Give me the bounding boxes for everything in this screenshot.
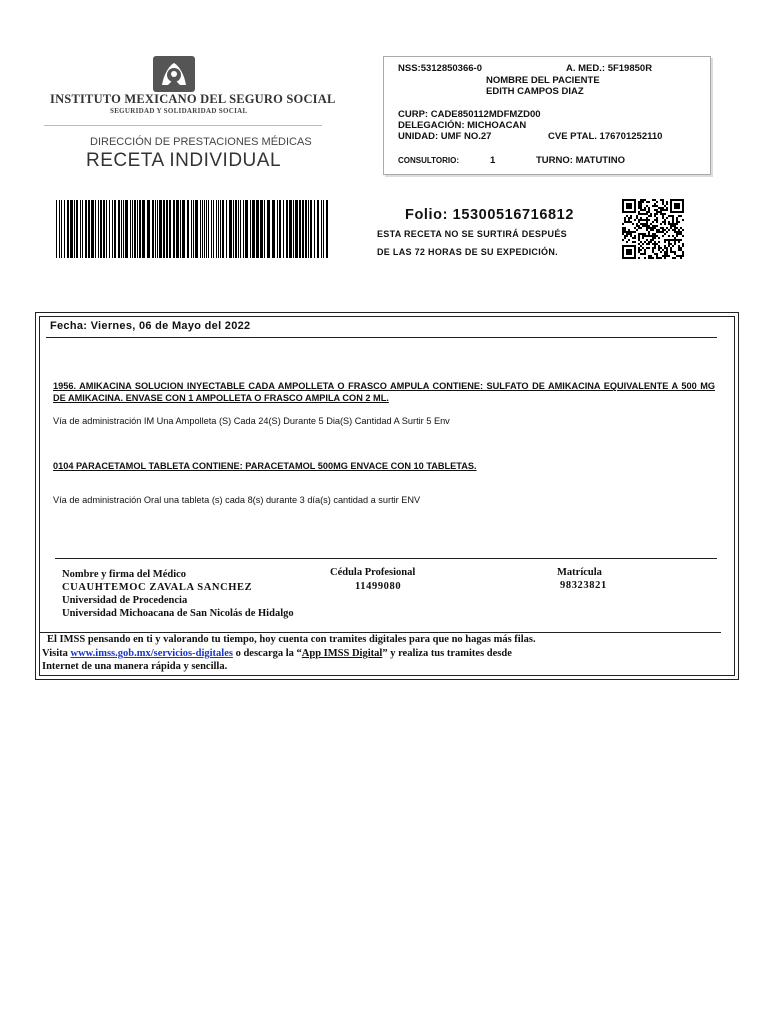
- doctor-name: CUAUHTEMOC ZAVALA SANCHEZ: [62, 582, 253, 593]
- folio: Folio: 15300516716812: [405, 207, 574, 223]
- expiry-notice-line1: ESTA RECETA NO SE SURTIRÁ DESPUÉS: [377, 229, 567, 239]
- turno: TURNO: MATUTINO: [536, 155, 626, 166]
- cedula-label: Cédula Profesional: [330, 567, 416, 578]
- medication-admin-2: Vía de administración Oral una tableta (s) cada 8(s) durante 3 día(s) cantidad a surtir ENV: [53, 495, 421, 505]
- imss-logo-icon: [152, 55, 196, 93]
- doctor-name-label: Nombre y firma del Médico: [62, 569, 187, 580]
- app-imss-link[interactable]: App IMSS Digital: [301, 648, 383, 659]
- unidad: UNIDAD: UMF NO.27: [398, 131, 492, 142]
- direccion-label: DIRECCIÓN DE PRESTACIONES MÉDICAS: [90, 136, 312, 148]
- patient-name: EDITH CAMPOS DIAZ: [486, 86, 584, 97]
- delegacion: DELEGACIÓN: MICHOACAN: [398, 120, 527, 131]
- fecha-divider: [46, 337, 717, 338]
- footer-line3: Internet de una manera rápida y sencilla.: [42, 661, 228, 672]
- barcode-icon: [56, 200, 330, 258]
- footer-visita: Visita: [42, 648, 71, 659]
- imss-digital-link[interactable]: www.imss.gob.mx/servicios-digitales: [70, 648, 233, 659]
- footer-line2: [42, 648, 512, 659]
- medication-admin-1: Vía de administración IM Una Ampolleta (S) Cada 24(S) Durante 5 Dia(S) Cantidad A Surtir 5 Env: [53, 416, 450, 426]
- org-subtitle: SEGURIDAD Y SOLIDARIDAD SOCIAL: [110, 107, 248, 115]
- patient-info-box: [383, 56, 711, 175]
- curp: CURP: CADE850112MDFMZD00: [398, 109, 541, 120]
- expiry-notice-line2: DE LAS 72 HORAS DE SU EXPEDICIÓN.: [377, 247, 558, 257]
- header-divider: [44, 125, 322, 126]
- footer-line1: El IMSS pensando en ti y valorando tu tiempo, hoy cuenta con tramites digitales para que no hagas más filas.: [47, 634, 536, 645]
- a-med: A. MED.: 5F19850R: [566, 63, 653, 74]
- medication-title-2: 0104 PARACETAMOL TABLETA CONTIENE: PARACETAMOL 500MG ENVACE CON 10 TABLETAS.: [53, 461, 477, 471]
- cedula: 11499080: [355, 581, 402, 592]
- page-title: RECETA INDIVIDUAL: [86, 150, 282, 171]
- medication-title-1: 1956. AMIKACINA SOLUCION INYECTABLE CADA AMPOLLETA O FRASCO AMPULA CONTIENE: SULFATO DE AMIKACINA EQUIVALENTE A 500 MG DE AMIKACINA. ENVASE CON 1 AMPOLLETA O FRASCO AMPILA CON 2 ML.: [53, 381, 715, 403]
- nss: NSS:5312850366-0: [398, 63, 482, 74]
- signature-divider: [55, 558, 717, 559]
- footer-realiza: ” y realiza tus tramites desde: [382, 648, 512, 659]
- fecha: Fecha: Viernes, 06 de Mayo del 2022: [50, 320, 251, 332]
- org-name: INSTITUTO MEXICANO DEL SEGURO SOCIAL: [50, 92, 336, 106]
- university-label: Universidad de Procedencia: [62, 595, 188, 606]
- matricula-label: Matrícula: [557, 567, 602, 578]
- university: Universidad Michoacana de San Nicolás de Hidalgo: [62, 608, 294, 619]
- consultorio: 1: [490, 155, 496, 166]
- patient-name-label: NOMBRE DEL PACIENTE: [486, 75, 600, 86]
- cve-ptal: CVE PTAL. 176701252110: [548, 131, 663, 142]
- consultorio-label: CONSULTORIO:: [398, 156, 460, 165]
- footer-descarga: o descarga la “: [232, 648, 302, 659]
- footer-divider: [40, 632, 721, 633]
- qr-code-icon: [622, 199, 684, 259]
- matricula: 98323821: [560, 580, 607, 591]
